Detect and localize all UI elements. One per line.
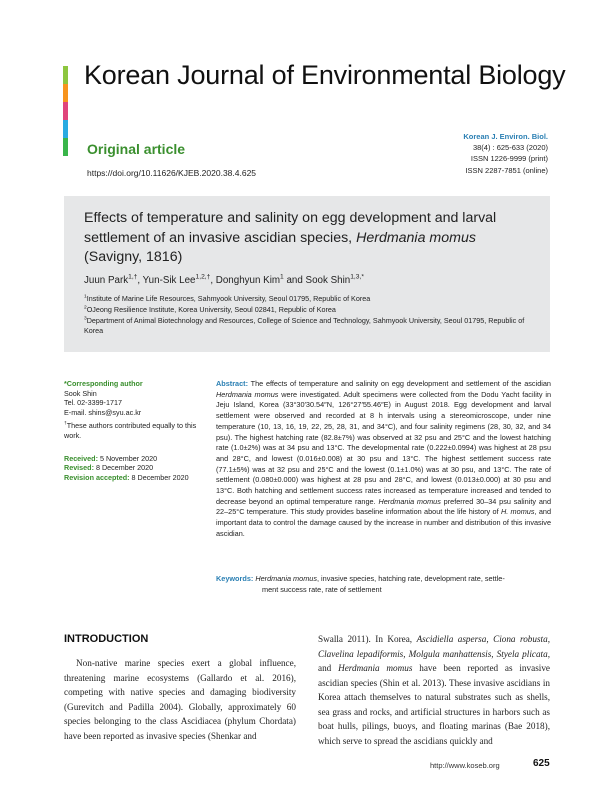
author-name: Donghyun Kim [215,275,281,286]
color-segment [63,102,68,120]
issn-print: ISSN 1226-9999 (print) [470,154,548,164]
aff-num: 3 [84,316,87,322]
author-sep: , [210,275,216,286]
equal-note: These authors contributed equally to this work. [64,421,197,440]
article-type: Original article [87,141,186,157]
intro-right-column [318,632,550,748]
keywords-label: Keywords: [216,574,254,583]
color-segment [63,120,68,138]
received-label: Received: [64,453,98,463]
accepted-date [64,473,206,483]
title-species: Herdmania momus [356,229,476,246]
species-list: Ascidiella aspersa, Ciona robusta, Clavelina lepadiformis, Molgula manhattensis, Styela plicata, [318,634,551,659]
affiliations [84,294,534,337]
equal-contribution [64,421,206,440]
color-segment [63,84,68,102]
page-number: 625 [533,758,550,769]
affiliation [84,316,534,338]
issn-online: ISSN 2287-7851 (online) [465,165,548,175]
species-name: Herdmania momus [378,496,441,506]
journal-meta [463,131,548,176]
keywords-line [216,574,551,585]
author-sup: 1 [280,273,284,281]
revised-label: Revised: [64,463,94,473]
section-heading: INTRODUCTION [64,633,149,645]
abstract-text: , and important data to control the damage caused by the increase in number and distribution of this invasive ascidian. [216,507,552,538]
species-name: Herdmania momus [338,663,413,673]
keywords-text: , invasive species, hatching rate, development rate, settle- [316,574,505,583]
affiliation [84,305,534,316]
author-name: Juun Park [84,275,129,286]
abstract-text: preferred 30–34 psu salinity and 22–25°C temperature. This study provides baseline information about the life history of [216,496,552,517]
intro-text: Swalla 2011). In Korea, [318,634,417,644]
correspondence-sidebar [64,379,206,482]
received-value: 5 November 2020 [99,453,158,463]
intro-left-column: Non-native marine species exert a global influence, threatening marine ecosystems (Gallardo et al. 2016), competing with native species and damaging biodiversity (Gurevitch and Padilla 2004). Globally, approximately 60 species belonging to the class Ascidiacea (phylum Chordata) have been reported as invasive species (Shenkar and [64,658,296,741]
accepted-label: Revision accepted: [64,472,130,482]
author-sep: , [137,275,143,286]
corresponding-email[interactable]: E-mail. shins@syu.ac.kr [64,407,142,417]
color-segment [63,66,68,84]
corresponding-tel: Tel. 02-3399-1717 [64,398,122,408]
aff-text: Department of Animal Biotechnology and Resources, College of Science and Technology, Sahmyook University, Seoul 01795, Republic of Korea [84,315,525,336]
abstract-text: were investigated. Adult specimens were collected from the Dodu Yacht facility in Jeju Island, Korea (33°30′30.54″N, 126°27′55.46″E) in August 2018. Egg development and larval settlement were observed and recorded at 8 h intervals using a stereomicroscope, under nine temperature (10, 13, 16, 19, 22, 25, 28, 31, and 34°C), and four salinity regimens (28, 30, 32, and 34 psu). The highest hatching rate (82.8±7%) was observed at 32 psu and 25°C and the lowest hatching rate (1.0±2%) was at 34 psu and 13°C. The developmental rate (0.222±0.0994) was highest at 28 psu and 28°C, and lowest (0.016±0.008) at 30 psu and 13°C. The highest settlement success rate (77.1±5%) was at 32 psu and 25°C and the lowest (0.1±1.0%) was at 30 psu, and 13°C. The rate of settlement (0.080±0.000) was highest at 28 psu and 28°C, and lowest (0.013±0.000) at 30 psu and 13°C. Both hatching and settlement success rates increased as temperature increased and tended to decrease beyond an optimal temperature range. [216,389,551,506]
author-sup: 1,3,* [350,273,364,281]
intro-text: have been reported as invasive ascidian species (Shin et al. 2013). These invasive ascidians in Korea attach themselves to natural substrates such as shells, sea grass and rocks, and artificial structures in harbors such as boat hulls, pilings, buoys, and floating marinas (Bae 2018), which serve to spread the ascidians quickly and [318,663,550,746]
journal-title: Korean Journal of Environmental Biology [84,60,566,90]
author-name: Sook Shin [305,275,351,286]
revised-value: 8 December 2020 [95,463,154,473]
abstract [216,379,551,540]
author-sup: 1,2,† [195,273,211,281]
journal-abbrev: Korean J. Environ. Biol. [463,132,548,141]
abstract-text: The effects of temperature and salinity on egg development and settlement of the ascidian [248,379,551,388]
author-sup: 1,† [128,273,138,281]
dagger-mark: † [64,421,67,427]
color-segment [63,138,68,156]
aff-num: 1 [84,294,87,300]
keywords-line: ment success rate, rate of settlement [262,584,382,594]
author-and: and [283,275,306,286]
author-name: Yun-Sik Lee [142,275,196,286]
volume-info: 38(4) : 625-633 (2020) [472,143,548,153]
aff-text: Institute of Marine Life Resources, Sahmyook University, Seoul 01795, Republic of Korea [86,294,371,303]
corresponding-name: Sook Shin [64,388,97,398]
species-name: Herdmania momus [216,389,279,399]
article-title [84,209,534,268]
accepted-value: 8 December 2020 [131,472,189,482]
revised-date [64,463,206,473]
corresponding-label: *Corresponding author [64,379,143,388]
abstract-label: Abstract: [216,379,249,388]
intro-text: and [318,663,339,673]
keyword-species: Herdmania momus [255,574,317,583]
footer-url[interactable]: http://www.koseb.org [430,761,500,770]
author-list [84,275,364,286]
affiliation [84,294,534,305]
journal-color-bar [63,66,68,156]
doi-link[interactable]: https://doi.org/10.11626/KJEB.2020.38.4.625 [87,168,257,178]
received-date [64,454,206,464]
title-text-end: (Savigny, 1816) [84,249,183,265]
aff-num: 2 [84,305,87,311]
aff-text: OJeong Resilience Institute, Korea University, Seoul 02841, Republic of Korea [86,304,336,314]
title-text: Effects of temperature and salinity on egg development and larval settlement of an invasive ascidian species, [84,210,497,246]
keywords [216,574,551,595]
species-name: H. momus [500,507,535,517]
